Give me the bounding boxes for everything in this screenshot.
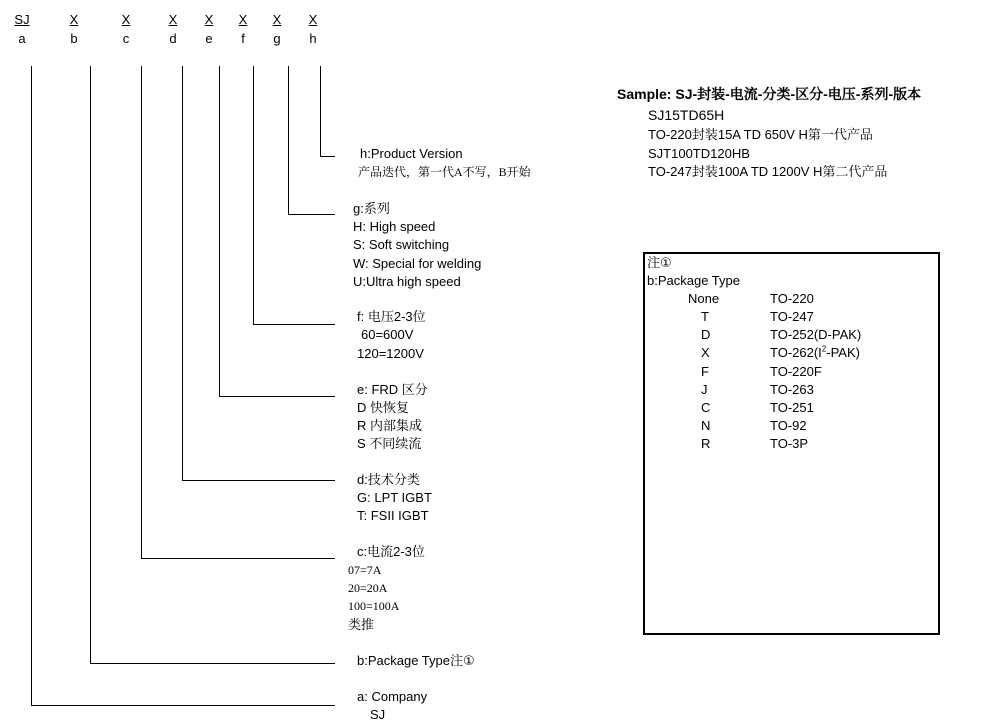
section-h-title: h:Product Version	[360, 146, 463, 161]
connector-f-vertical	[253, 66, 254, 324]
section-f-line-1: 60=600V	[361, 327, 414, 342]
header-letter-g: g	[273, 31, 281, 46]
connector-e-vertical	[219, 66, 220, 396]
note-package-8: TO-92	[770, 418, 807, 433]
connector-b-horizontal	[90, 663, 335, 664]
connector-h-vertical	[320, 66, 321, 156]
note-package-3: TO-252(D-PAK)	[770, 327, 862, 342]
connector-a-vertical	[31, 66, 32, 705]
section-f-title: f: 电压2-3位	[357, 309, 426, 324]
sample-line-1: SJ15TD65H	[648, 107, 725, 123]
note-code-7: C	[701, 400, 711, 415]
header-code-h: X	[308, 12, 318, 27]
section-f-line-2: 120=1200V	[357, 346, 424, 361]
section-c-line-3: 100=100A	[348, 599, 400, 613]
header-letter-h: h	[309, 31, 317, 46]
note-code-2: T	[701, 309, 709, 324]
header-letter-e: e	[205, 31, 213, 46]
section-c-line-2: 20=20A	[348, 581, 388, 595]
note-code-4: X	[701, 345, 710, 360]
note-package-2: TO-247	[770, 309, 814, 324]
header-code-g: X	[272, 12, 282, 27]
header-letter-c: c	[122, 31, 130, 46]
section-e-line-3: S 不同续流	[357, 436, 422, 451]
header-letter-a: a	[18, 31, 26, 46]
sample-line-3: SJT100TD120HB	[648, 146, 750, 161]
note-package-7: TO-251	[770, 400, 814, 415]
connector-d-vertical	[182, 66, 183, 480]
note-package-6: TO-263	[770, 382, 814, 397]
section-b-title: b:Package Type注①	[357, 653, 475, 668]
note-code-3: D	[701, 327, 711, 342]
header-code-f: X	[238, 12, 248, 27]
sample-line-4: TO-247封装100A TD 1200V H第二代产品	[648, 164, 888, 179]
note-package-4-base: TO-262(I	[770, 345, 822, 360]
header-code-d: X	[168, 12, 178, 27]
section-a-line-1: SJ	[370, 707, 386, 722]
section-h-line-1: 产品迭代，第一代A不写，B开始	[358, 165, 531, 179]
connector-c-horizontal	[141, 558, 335, 559]
sample-line-2: TO-220封装15A TD 650V H第一代产品	[648, 127, 873, 142]
note-code-9: R	[701, 436, 711, 451]
connector-h-horizontal	[320, 156, 335, 157]
section-g-line-2: S: Soft switching	[353, 237, 450, 252]
header-letter-b: b	[70, 31, 78, 46]
connector-a-horizontal	[31, 705, 335, 706]
section-a-title: a: Company	[357, 689, 428, 704]
section-c-line-4: 类推	[348, 617, 375, 632]
section-c-title: c:电流2-3位	[357, 544, 425, 559]
header-letter-d: d	[169, 31, 177, 46]
section-g-title: g:系列	[353, 201, 390, 216]
connector-c-vertical	[141, 66, 142, 558]
connector-b-vertical	[90, 66, 91, 663]
connector-d-horizontal	[182, 480, 335, 481]
note-code-8: N	[701, 418, 711, 433]
section-d-line-1: G: LPT IGBT	[357, 490, 432, 505]
note-package-4	[770, 345, 860, 360]
section-d-line-2: T: FSII IGBT	[357, 508, 429, 523]
section-e-line-2: R 内部集成	[357, 418, 423, 433]
note-code-5: F	[701, 364, 709, 379]
connector-e-horizontal	[219, 396, 335, 397]
header-code-e: X	[204, 12, 214, 27]
note-subtitle: b:Package Type	[647, 273, 740, 288]
note-title: 注①	[647, 255, 672, 270]
section-e-title: e: FRD 区分	[357, 382, 428, 397]
note-package-9: TO-3P	[770, 436, 809, 451]
section-c-line-1: 07=7A	[348, 563, 382, 577]
section-g-line-4: U:Ultra high speed	[353, 274, 461, 289]
header-letter-f: f	[241, 31, 245, 46]
header-code-a: SJ	[14, 12, 30, 27]
note-package-5: TO-220F	[770, 364, 822, 379]
note-package-4-sup: 2	[821, 344, 827, 354]
connector-g-horizontal	[288, 214, 335, 215]
note-package-1: TO-220	[770, 291, 814, 306]
note-code-6: J	[701, 382, 708, 397]
note-code-1: None	[688, 291, 720, 306]
section-g-line-1: H: High speed	[353, 219, 436, 234]
connector-f-horizontal	[253, 324, 335, 325]
header-code-b: X	[69, 12, 79, 27]
connector-g-vertical	[288, 66, 289, 214]
section-e-line-1: D 快恢复	[357, 400, 410, 415]
sample-title: Sample: SJ-封装-电流-分类-区分-电压-系列-版本	[617, 86, 922, 102]
section-g-line-3: W: Special for welding	[353, 256, 482, 271]
header-code-c: X	[121, 12, 131, 27]
section-d-title: d:技术分类	[357, 472, 420, 487]
note-package-4-suffix: -PAK)	[826, 345, 860, 360]
